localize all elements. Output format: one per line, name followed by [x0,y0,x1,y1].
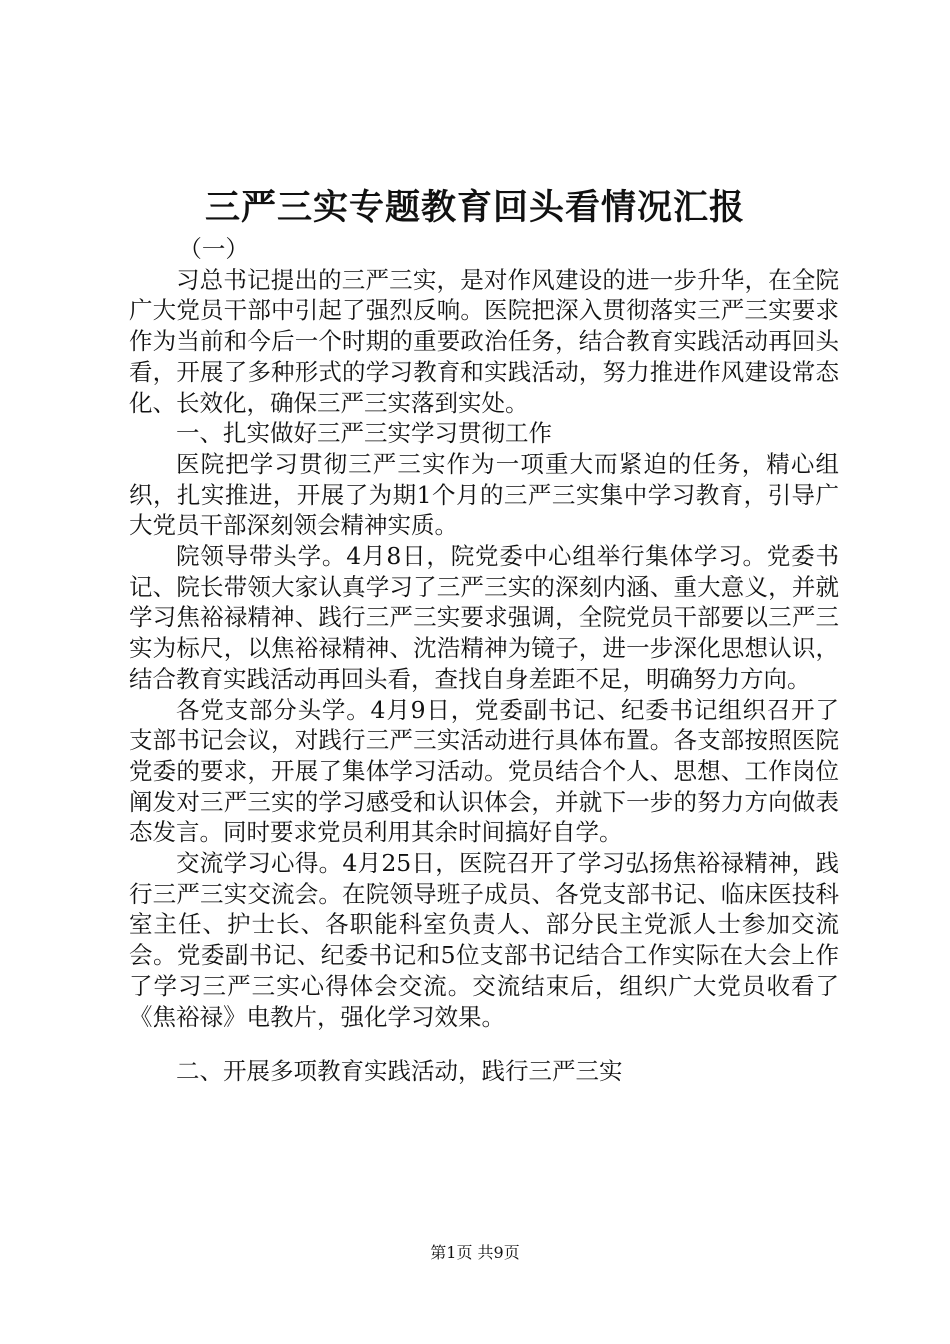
paragraph-3: 各党支部分头学。4月9日，党委副书记、纪委书记组织召开了支部书记会议，对践行三严三实活动进行具体布置。各支部按照医院党委的要求，开展了集体学习活动。党员结合个人、思想、工作岗位阐发对三严三实的学习感受和认识体会，并就下一步的努力方向做表态发言。同时要求党员利用其余时间搞好自学。 [129,695,839,847]
document-title: 三严三实专题教育回头看情况汇报 [204,187,745,228]
section-subtitle: （一） [178,235,249,263]
paragraph-2: 院领导带头学。4月8日，院党委中心组举行集体学习。党委书记、院长带领大家认真学习了三严三实的深刻内涵、重大意义，并就学习焦裕禄精神、践行三严三实要求强调，全院党员干部要以三严三实为标尺，以焦裕禄精神、沈浩精神为镜子，进一步深化思想认识，结合教育实践活动再回头看，查找自身差距不足，明确努力方向。 [129,542,839,693]
page-footer: 第1页 共9页 [430,1243,520,1262]
paragraph-4: 交流学习心得。4月25日，医院召开了学习弘扬焦裕禄精神，践行三严三实交流会。在院领导班子成员、各党支部书记、临床医技科室主任、护士长、各职能科室负责人、部分民主党派人士参加交流会。党委副书记、纪委书记和5位支部书记结合工作实际在大会上作了学习三严三实心得体会交流。交流结束后，组织广大党员收看了《焦裕禄》电教片，强化学习效果。 [129,849,839,1031]
paragraph-1: 医院把学习贯彻三严三实作为一项重大而紧迫的任务，精心组织，扎实推进，开展了为期1个月的三严三实集中学习教育，引导广大党员干部深刻领会精神实质。 [129,449,839,540]
section-heading-2: 二、开展多项教育实践活动，践行三严三实 [176,1057,623,1086]
section-heading-1: 一、扎实做好三严三实学习贯彻工作 [176,419,552,448]
paragraph-intro: 习总书记提出的三严三实，是对作风建设的进一步升华，在全院广大党员干部中引起了强烈反响。医院把深入贯彻落实三严三实要求作为当前和今后一个时期的重要政治任务，结合教育实践活动再回头看，开展了多种形式的学习教育和实践活动，努力推进作风建设常态化、长效化，确保三严三实落到实处。 [129,265,839,417]
document-body [129,234,839,1087]
